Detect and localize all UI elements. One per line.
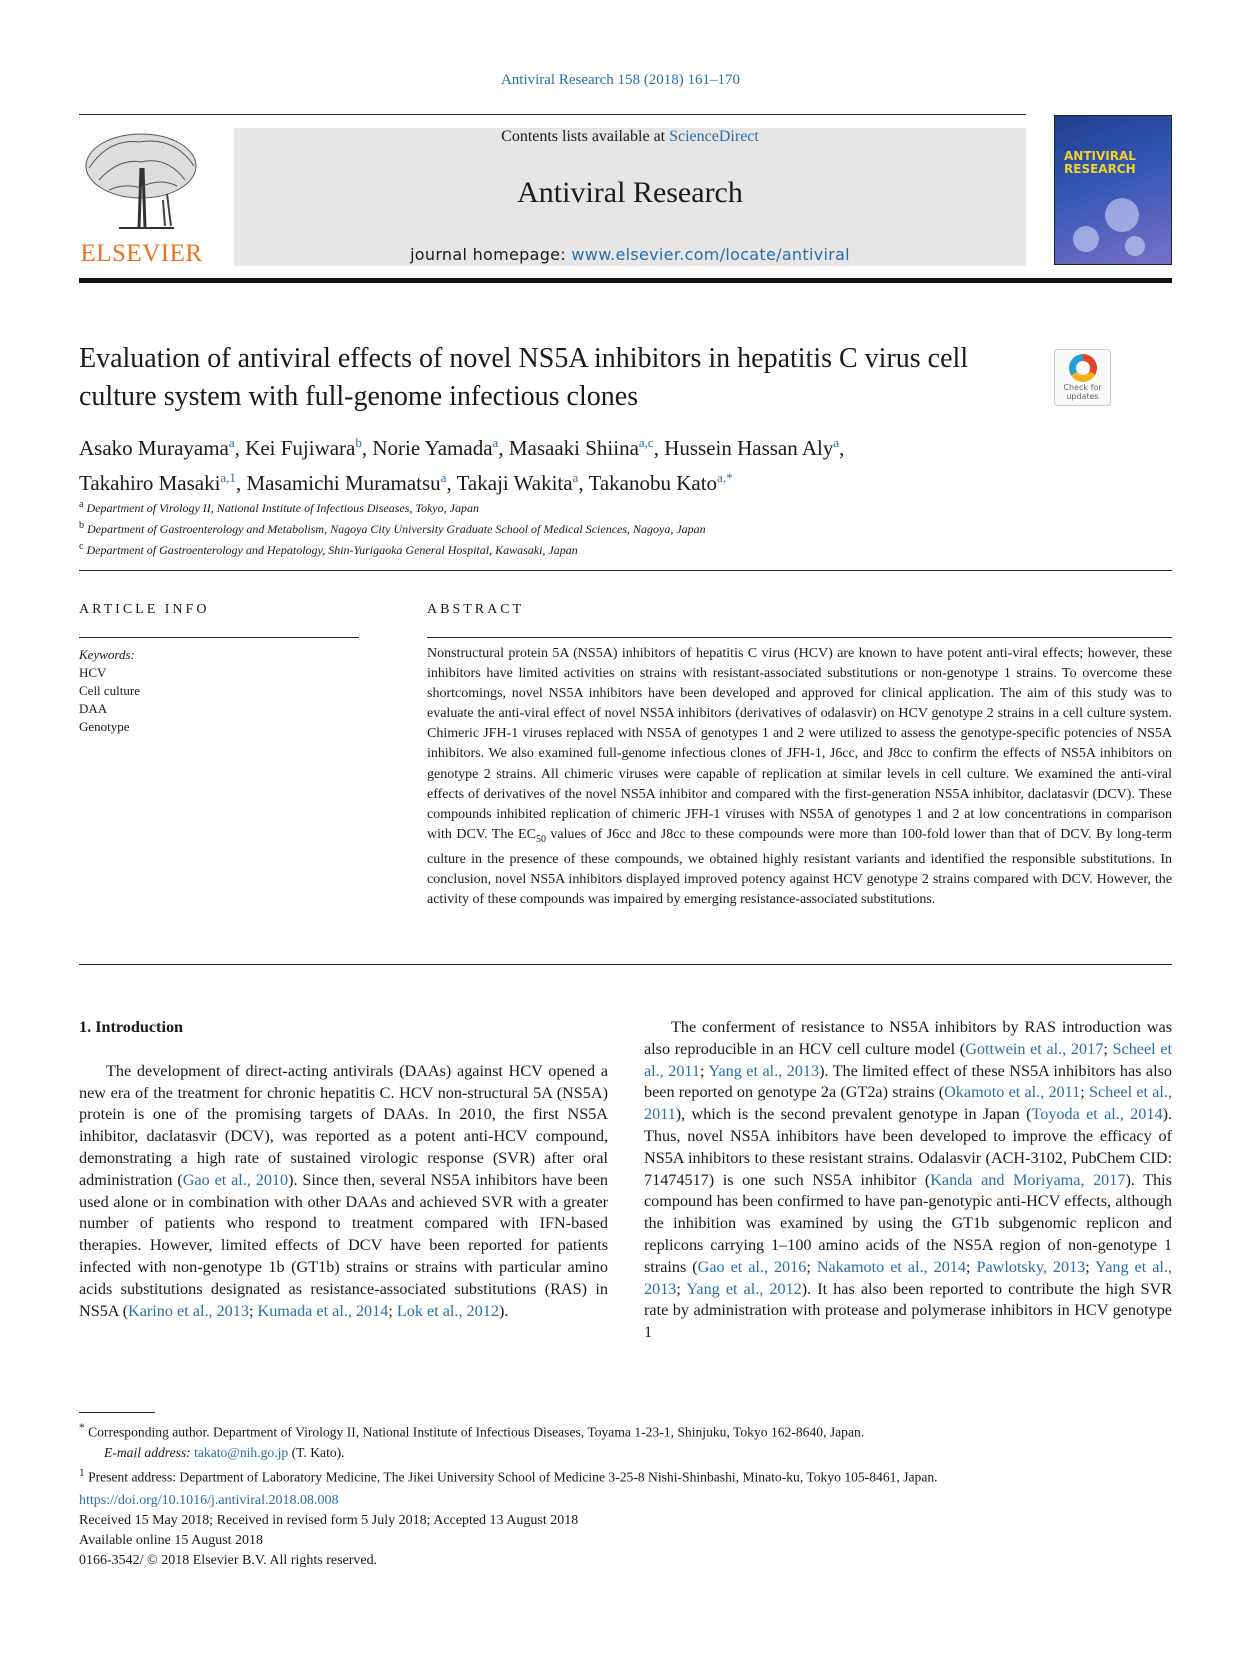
elsevier-logo	[79, 128, 204, 268]
divider	[79, 964, 1172, 965]
footnote-rule	[79, 1412, 155, 1413]
citation-link[interactable]: Pawlotsky, 2013	[976, 1257, 1086, 1276]
cover-virus-graphic	[1125, 236, 1145, 256]
author[interactable]: Takahiro Masaki$^{a,1}$	[79, 470, 236, 495]
footnotes	[79, 1418, 1172, 1487]
citation-link[interactable]: Gao et al., 2016	[697, 1257, 807, 1276]
footnote-present-address: $^1$ Present address: Department of Laboratory Medicine, The Jikei University School of Medicine 3-25-8 Nishi-Shinbashi, Minato-ku, Tokyo 105-8461, Japan.	[79, 1466, 938, 1485]
crossmark-icon	[1069, 354, 1097, 382]
homepage-link[interactable]: www.elsevier.com/locate/antiviral	[571, 245, 850, 264]
publisher-logo-text: ELSEVIER	[80, 240, 203, 267]
citation-link[interactable]: Nakamoto et al., 2014	[816, 1257, 966, 1276]
affiliation: $^c$ Department of Gastroenterology and Hepatology, Shin-Yurigaoka General Hospital, Kawasaki, Japan	[79, 541, 578, 557]
author[interactable]: Masamichi Muramatsu$^a$	[246, 470, 447, 495]
author[interactable]: Hussein Hassan Aly$^a$	[664, 435, 840, 460]
header-rule	[79, 114, 1026, 115]
article-title: Evaluation of antiviral effects of novel NS5A inhibitors in hepatitis C virus cell culture system with full-genome infectious clones	[79, 343, 969, 412]
author-list: Asako Murayama$^a$, Kei Fujiwara$^b$, Norie Yamada$^a$, Masaaki Shiina$^{a,c}$, Hussein Hassan Aly$^a$, Takahiro Masaki$^{a,1}$, Masamichi Muramatsu$^a$, Takaji Wakita$^a$, Takanobu Kato$^{a,*}$	[79, 435, 845, 495]
check-line2: updates	[1066, 392, 1099, 401]
doi-link[interactable]: https://doi.org/10.1016/j.antiviral.2018.08.008	[79, 1493, 339, 1508]
cover-title-line2: RESEARCH	[1064, 162, 1136, 176]
check-line1: Check for	[1063, 383, 1102, 392]
abstract-heading: ABSTRACT	[427, 602, 525, 617]
affiliation: $^a$ Department of Virology II, National Institute of Infectious Diseases, Tokyo, Japan	[79, 499, 479, 515]
footnote-email: E-mail address: takato@nih.go.jp (T. Kato).	[104, 1444, 345, 1460]
publication-info	[79, 1491, 578, 1571]
received-dates: Received 15 May 2018; Received in revised form 5 July 2018; Accepted 13 August 2018	[79, 1513, 579, 1528]
journal-name: Antiviral Research	[517, 176, 743, 209]
citation-link[interactable]: Okamoto et al., 2011	[944, 1083, 1081, 1102]
email-link[interactable]: takato@nih.go.jp	[194, 1444, 289, 1460]
author[interactable]: Takanobu Kato$^{a,*}$	[588, 470, 733, 495]
author[interactable]: Norie Yamada$^a$	[372, 435, 499, 460]
copyright: 0166-3542/ © 2018 Elsevier B.V. All rights reserved.	[79, 1553, 378, 1568]
citation-link[interactable]: Yang et al., 2013	[644, 1257, 1172, 1298]
author[interactable]: Takaji Wakita$^a$	[456, 470, 579, 495]
citation-link[interactable]: Kanda and Moriyama, 2017	[930, 1170, 1126, 1189]
citation-link[interactable]: Yang et al., 2012	[686, 1279, 802, 1298]
journal-banner	[234, 128, 1026, 266]
author[interactable]: Masaaki Shiina$^{a,c}$	[508, 435, 654, 460]
section-heading: 1. Introduction	[79, 1018, 184, 1036]
keyword: Genotype	[79, 719, 130, 734]
citation-link[interactable]: Toyoda et al., 2014	[1031, 1105, 1163, 1124]
article-info-heading: ARTICLE INFO	[79, 602, 210, 617]
journal-cover-image[interactable]	[1054, 115, 1172, 265]
citation-link[interactable]: Kumada et al., 2014	[257, 1301, 389, 1320]
homepage-line	[234, 245, 1026, 264]
citation-link[interactable]: Yang et al., 2013	[708, 1061, 820, 1080]
citation-link[interactable]: Gottwein et al., 2017	[965, 1039, 1104, 1058]
affiliation: $^b$ Department of Gastroenterology and Metabolism, Nagoya City University Graduate School of Medical Sciences, Nagoya, Japan	[79, 520, 706, 536]
abstract-text: Nonstructural protein 5A (NS5A) inhibitors of hepatitis C virus (HCV) are known to have potent anti-viral effects; however, these inhibitors have limited activities on strains with resistant-associated substitutions or non-genotype 1 strains. To overcome these shortcomings, novel NS5A inhibitors have been developed and approved for clinical application. The aim of this study was to evaluate the anti-viral effect of novel NS5A inhibitors (derivatives of odalasvir) on HCV genotype 2 strains in a cell culture system. Chimeric JFH-1 viruses replaced with NS5A of genotypes 1 and 2 were utilized to assess the genotype-specific potencies of NS5A inhibitors. We also examined full-genome infectious clones of JFH-1, J6cc, and J8cc to confirm the effects of NS5A inhibitors on genotype 2 strains. All chimeric viruses were capable of replication at similar levels in cell culture. We examined the anti-viral effects of derivatives of the novel NS5A inhibitor and compared with the first-generation NS5A inhibitor, daclatasvir (DCV). These compounds inhibited replication of chimeric JFH-1 viruses with NS5A of genotypes 1 and 2 at low concentrations in comparison with DCV. The $EC_{50}$ values of J6cc and J8cc to these compounds were more than 100-fold lower than that of DCV. By long-term culture in the presence of these compounds, we obtained highly resistant variants and identified the responsible substitutions. In conclusion, novel NS5A inhibitors displayed improved potency against HCV genotype 2 strains compared with DCV. However, the activity of these compounds was impaired by emerging resistance-associated substitutions.	[427, 646, 1172, 907]
citation-link[interactable]: Karino et al., 2013	[128, 1301, 249, 1320]
keyword: Cell culture	[79, 683, 141, 698]
masthead-rule	[79, 278, 1172, 283]
keywords-label: Keywords:	[79, 647, 135, 662]
cover-title	[1064, 150, 1136, 176]
tree-icon	[79, 128, 204, 236]
keyword: DAA	[79, 701, 108, 716]
sciencedirect-link[interactable]: ScienceDirect	[669, 128, 759, 145]
keyword: HCV	[79, 665, 107, 680]
author[interactable]: Asako Murayama$^a$	[79, 435, 235, 460]
divider	[427, 637, 1172, 638]
citation-link[interactable]: Scheel et al., 2011	[644, 1083, 1173, 1124]
cover-virus-graphic	[1105, 198, 1139, 232]
paragraph: The development of direct-acting antivirals (DAAs) against HCV opened a new era of the treatment for chronic hepatitis C. HCV non-structural 5A (NS5A) protein is one of the promising targets of DAAs. In 2010, the first NS5A inhibitor, daclatasvir (DCV), was reported as a potent anti-HCV compound, demonstrating a high rate of sustained virologic response (SVR) after oral administration (Gao et al., 2010). Since then, several NS5A inhibitors have been used alone or in combination with other DAAs and achieved SVR with a greater number of patients who respond to treatment compared with IFN-based therapies. However, limited effects of DCV have been reported for patients infected with non-genotype 1b (GT1b) strains or strains with particular amino acids substitutions designated as resistance-associated substitutions (RAS) in NS5A (Karino et al., 2013; Kumada et al., 2014; Lok et al., 2012).	[79, 1061, 608, 1320]
citation-link[interactable]: Lok et al., 2012	[396, 1301, 499, 1320]
citation-link[interactable]: Scheel et al., 2011	[644, 1039, 1173, 1080]
keywords	[79, 646, 140, 736]
online-date: Available online 15 August 2018	[79, 1533, 264, 1548]
author[interactable]: Kei Fujiwara$^b$	[245, 435, 362, 460]
divider	[79, 637, 359, 638]
paragraph: The conferment of resistance to NS5A inhibitors by RAS introduction was also reproducible in an HCV cell culture model (Gottwein et al., 2017; Scheel et al., 2011; Yang et al., 2013). The limited effect of these NS5A inhibitors has also been reported on genotype 2a (GT2a) strains (Okamoto et al., 2011; Scheel et al., 2011), which is the second prevalent genotype in Japan (Toyoda et al., 2014). Thus, novel NS5A inhibitors have been developed to improve the efficacy of NS5A inhibitors to these resistant strains. Odalasvir (ACH-3102, PubChem CID: 71474517) is one such NS5A inhibitor (Kanda and Moriyama, 2017). This compound has been confirmed to have pan-genotypic anti-HCV effects, although the inhibition was examined by using the GT1b subgenomic replicon and replicons carrying 1–100 amino acids of the NS5A region of non-genotype 1 strains (Gao et al., 2016; Nakamoto et al., 2014; Pawlotsky, 2013; Yang et al., 2013; Yang et al., 2012). It has also been reported to contribute the high SVR rate by administration with protease and polymerase inhibitors in HCV genotype 1	[644, 1018, 1173, 1342]
citation-link[interactable]: Gao et al., 2010	[182, 1170, 289, 1189]
cover-title-line1: ANTIVIRAL	[1064, 149, 1136, 163]
cover-virus-graphic	[1073, 226, 1099, 252]
divider	[79, 570, 1172, 571]
footnote-corresponding: * Corresponding author. Department of Virology II, National Institute of Infectious Diseases, Toyama 1-23-1, Shinjuku, Tokyo 162-8640, Japan.	[79, 1422, 865, 1440]
body-column-right	[644, 1017, 1172, 1344]
contents-line	[234, 128, 1026, 146]
journal-reference[interactable]: Antiviral Research 158 (2018) 161–170	[500, 72, 741, 88]
contents-prefix: Contents lists available at	[501, 128, 670, 145]
body-column-left	[79, 1017, 608, 1322]
homepage-prefix: journal homepage:	[410, 245, 572, 264]
check-for-updates-label	[1055, 383, 1110, 401]
affiliations	[79, 496, 1079, 559]
check-for-updates-button[interactable]	[1054, 349, 1111, 406]
